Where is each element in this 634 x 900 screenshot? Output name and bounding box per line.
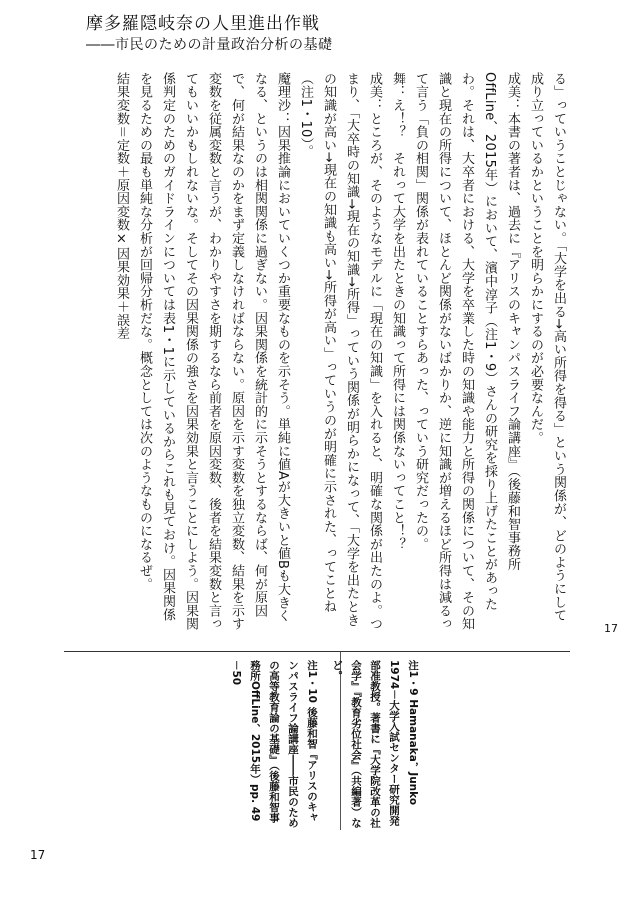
paragraph-mai: 舞：え！？ それって大学を出たときの知識って所得には関係ないってこと！？: [390, 72, 405, 551]
page-number-footer: 17: [30, 848, 46, 862]
paragraph-narumi-1: 成美：本書の著者は、過去に『アリスのキャンパスライフ論講座』（後藤和智事務所OffLine、2015年）において、濱中淳子（注1・9）さんの研究を採り上げたことがあったわ。それは、大卒者における、大学を卒業した時の知識や能力と所得の関係について、その知識と現在の所得について、ほとんど関係がないばかりか、逆に知識が増えるほど所得は減るって言う「負の相関」関係が表れていることすらあった、っていう研究だったの。: [413, 72, 520, 631]
footnote-divider: [64, 651, 570, 652]
running-header: [86, 14, 333, 54]
main-text: [110, 72, 570, 632]
footnote-1-10: 注1・10 後藤和智『アリスのキャンパスライフ論講座――市民のための高等教育論の基礎』（後藤和智事務所OffLine、2015年）pp. 49－50: [230, 660, 318, 828]
book-title: 摩多羅隠岐奈の人里進出作戦: [86, 14, 320, 34]
paragraph-marisa: 魔理沙：因果推論においていくつか重要なものを示そう。単純に値Aが大きいと値Bも大きくなる、というのは相関関係に過ぎない。因果関係を統計的に示そうとするならば、何が原因で、何が結果なのかをまず定義しなければならない。原因を示す変数を独立変数、結果を示す変数を従属変数と言うが、わかりやすさを期するなら前者を原因変数、後者を結果変数と言ってもいいかもしれないな。そしてその因果関係の強さを因果効果と言うことにしよう。因果関係判定のためのガイドラインについては表1・1に示しているからこれも見ておけ。因果関係を見るための最も単純な分析が回帰分析だな。概念としては次のようなものになるぜ。: [137, 72, 290, 631]
book-subtitle: ――市民のための計量政治分析の基礎: [86, 37, 333, 53]
paragraph-narumi-2: 成美：ところが、そのようなモデルに「現在の知識」を入れると、明確な関係が出たのよ。つまり、「大卒時の知識→現在の知識→所得」っていう関係が明らかになって、「大学を出たときの知識が高い→現在の知識も高い→所得が高い」っていうのが明確に示された、ってことね（注1・10）。: [298, 72, 382, 631]
footnotes: [220, 660, 422, 830]
paragraph-continuation: る」っていうことじゃない。「大学を出る→高い所得を得る」という関係が、どのようにして成り立っているかということを明らかにするのが必要なんだ。: [528, 72, 566, 622]
footnote-1-9: 注1・9 Hamanaka，Junko 1974－大学入試センター研究開発部准教授。著書に『大学院改革の社会学』『教育劣位社会』（共編著）など。: [331, 660, 419, 828]
formula-line: 結果変数＝定数＋原因変数×因果効果＋誤差: [114, 72, 129, 340]
page-number-side: 17: [604, 622, 618, 635]
